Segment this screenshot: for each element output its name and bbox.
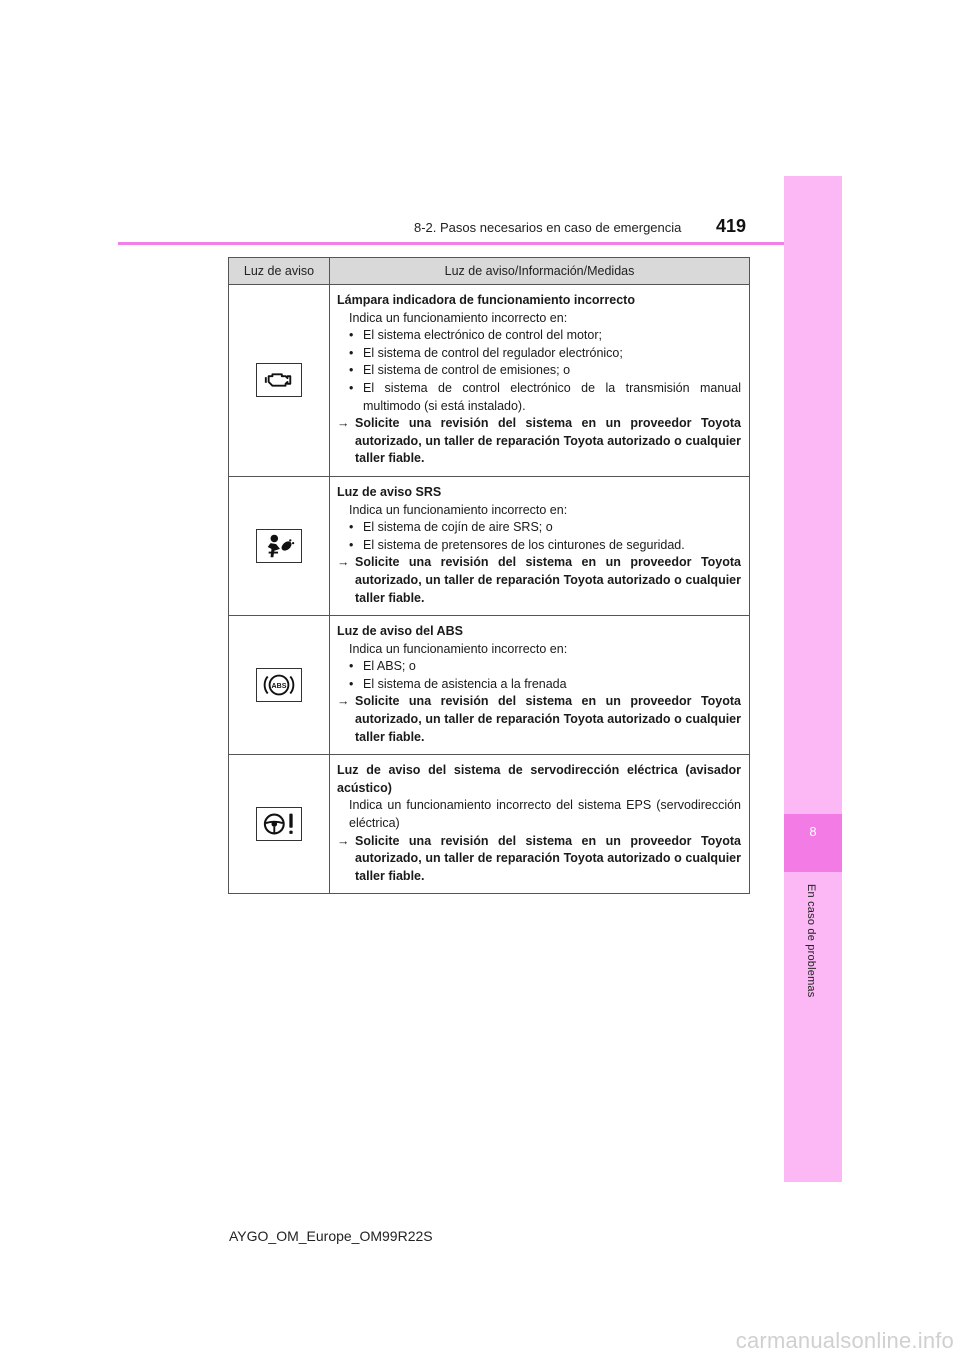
- light-title: Luz de aviso del ABS: [337, 624, 463, 639]
- table-row: [229, 476, 750, 615]
- info-cell: [330, 616, 750, 755]
- column-header-info: Luz de aviso/Información/Medidas: [330, 258, 750, 285]
- abs-icon: [256, 668, 302, 702]
- table-row: [229, 755, 750, 894]
- warning-light-table: [228, 257, 750, 894]
- table-row: [229, 285, 750, 477]
- chapter-label: En caso de problemas: [805, 884, 817, 998]
- chapter-side-tab: [784, 176, 842, 1182]
- list-item: • El sistema de cojín de aire SRS; o: [349, 520, 553, 535]
- list-item: • El sistema de pretensores de los cinturones de seguridad.: [349, 537, 685, 552]
- list-item: • El sistema electrónico de control del motor;: [349, 328, 602, 343]
- column-header-light: Luz de aviso: [229, 258, 330, 285]
- action-text: → Solicite una revisión del sistema en un proveedor Toyota autorizado, un taller de reparación Toyota autorizado o cualquier taller fiable.: [337, 555, 741, 605]
- icon-cell: [229, 616, 330, 755]
- intro-text: Indica un funcionamiento incorrecto en:: [349, 641, 568, 656]
- chapter-tab-active[interactable]: [784, 814, 842, 872]
- list-item: • El sistema de control del regulador electrónico;: [349, 345, 623, 360]
- light-title: Luz de aviso del sistema de servodirección eléctrica (avisador acústico): [337, 763, 741, 795]
- table-header-row: [229, 258, 750, 285]
- intro-text: Indica un funcionamiento incorrecto en:: [349, 310, 568, 325]
- info-cell: [330, 755, 750, 894]
- abs-icon-label: ABS: [271, 682, 287, 690]
- action-text: → Solicite una revisión del sistema en un proveedor Toyota autorizado, un taller de reparación Toyota autorizado o cualquier taller fiable.: [337, 416, 741, 466]
- check-engine-icon: [256, 363, 302, 397]
- table-row: [229, 616, 750, 755]
- action-text: → Solicite una revisión del sistema en un proveedor Toyota autorizado, un taller de reparación Toyota autorizado o cualquier taller fiable.: [337, 694, 741, 744]
- light-title: Luz de aviso SRS: [337, 484, 442, 499]
- chapter-number: 8: [809, 824, 817, 839]
- list-item-continuation: multimodo (si está instalado).: [363, 398, 526, 413]
- watermark: carmanualsonline.info: [735, 1328, 954, 1353]
- list-item: • El ABS; o: [349, 659, 416, 674]
- eps-steering-icon: [256, 807, 302, 841]
- icon-cell: [229, 285, 330, 477]
- action-text: → Solicite una revisión del sistema en un proveedor Toyota autorizado, un taller de reparación Toyota autorizado o cualquier taller fiable.: [337, 833, 741, 883]
- list-item: • El sistema de control de emisiones; o: [349, 363, 571, 378]
- info-cell: [330, 285, 750, 477]
- header-divider: [118, 242, 842, 245]
- page-section-title: 8-2. Pasos necesarios en caso de emergencia: [414, 220, 682, 235]
- document-code: AYGO_OM_Europe_OM99R22S: [229, 1228, 433, 1244]
- intro-text: Indica un funcionamiento incorrecto del sistema EPS (servodirección eléctrica): [349, 798, 741, 831]
- list-item: • El sistema de asistencia a la frenada: [349, 676, 567, 691]
- info-cell: [330, 476, 750, 615]
- list-item: • El sistema de control electrónico de la transmisión manual: [349, 380, 741, 395]
- airbag-srs-icon: [256, 529, 302, 563]
- light-title: Lámpara indicadora de funcionamiento incorrecto: [337, 293, 635, 307]
- icon-cell: [229, 476, 330, 615]
- intro-text: Indica un funcionamiento incorrecto en:: [349, 502, 568, 517]
- icon-cell: [229, 755, 330, 894]
- page-number: 419: [716, 216, 747, 236]
